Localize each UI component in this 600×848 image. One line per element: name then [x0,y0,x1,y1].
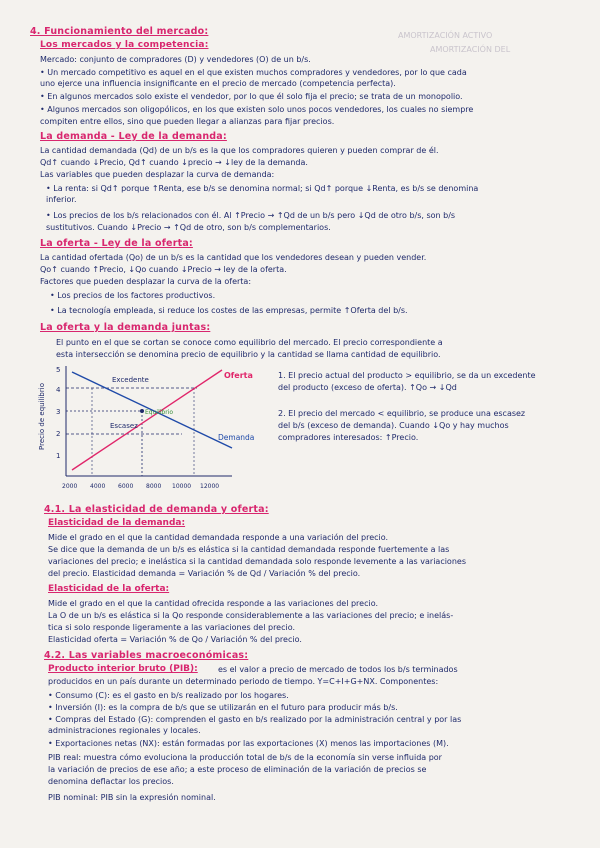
pib-title: Producto interior bruto (PIB): [48,664,198,674]
x-tick: 12000 [200,483,220,490]
escasez-label: Escasez [110,422,138,430]
y-tick: 2 [56,430,61,438]
demand-title: La demanda - Ley de la demanda: [40,131,227,142]
demand-line: Qd↑ cuando ↓Precio, Qd↑ cuando ↓precio → ↓ley de la demanda. [40,158,308,167]
section-4-line: Mercado: conjunto de compradores (D) y vendedores (O) de un b/s. [40,55,311,64]
ed-line: variaciones del precio; e inelástica si la cantidad demandada solo responde levemente a las variaciones [48,557,466,566]
ed-line: Mide el grado en el que la cantidad demandada responde a una variación del precio. [48,533,389,542]
ghost-text-2: AMORTIZACIÓN DEL [430,45,511,54]
pib-line: la variación de precios de ese año; a este proceso de eliminación de la variación de precios se [48,765,427,774]
demand-line: • Los precios de los b/s relacionados con él. Al ↑Precio → ↑Qd de un b/s pero ↓Qd de otro b/s, son b/s [46,211,456,220]
x-tick: 4000 [90,483,106,490]
pib-line: denomina deflactar los precios. [48,777,174,786]
chart-note: compradores interesados: ↑Precio. [278,433,419,442]
chart-note: 1. El precio actual del producto > equilibrio, se da un excedente [278,371,536,380]
oferta-label: Oferta [224,371,253,380]
ed-line: del precio. Elasticidad demanda = Variación % de Qd / Variación % del precio. [48,569,361,578]
ghost-text-1: AMORTIZACIÓN ACTIVO [398,31,493,40]
supply-line: Factores que pueden desplazar la curva de la oferta: [40,277,252,286]
eo-line: tica si solo responde ligeramente a las variaciones del precio. [48,623,296,632]
section-4-title: 4. Funcionamiento del mercado: [30,26,209,37]
demand-line: sustitutivos. Cuando ↓Precio → ↑Qd de otro, son b/s complementarios. [46,223,331,232]
x-tick: 6000 [118,483,134,490]
section-4-line: uno ejerce una influencia insignificante en el precio de mercado (competencia perfecta). [40,79,396,88]
demand-line: • La renta: si Qd↑ porque ↑Renta, ese b/s se denomina normal; si Qd↑ porque ↓Renta, es b/s se denomina [46,184,479,193]
pib-line: • Inversión (I): es la compra de b/s que se utilizarán en el futuro para producir más b/s. [48,703,398,712]
chart-note: del producto (exceso de oferta). ↑Qo → ↓Qd [278,383,457,392]
chart-note: 2. El precio del mercado < equilibrio, se produce una escasez [278,409,526,418]
oferta-curve [72,370,222,470]
supply-line: La cantidad ofertada (Qo) de un b/s es la cantidad que los vendedores desean y pueden vender. [40,253,427,262]
demand-line: La cantidad demandada (Qd) de un b/s es la que los compradores quieren y pueden comprar de él. [40,146,439,155]
section-4-line: • Un mercado competitivo es aquel en el que existen muchos compradores y vendedores, por lo que cada [40,68,467,77]
section-4-subtitle: Los mercados y la competencia: [40,40,209,50]
eo-title: Elasticidad de la oferta: [48,584,170,594]
y-tick: 3 [56,408,61,416]
supply-line: • La tecnología empleada, si reduce los costes de las empresas, permite ↑Oferta del b/s. [50,306,408,315]
supply-line: • Los precios de los factores productivos. [50,291,216,300]
pib-line: PIB nominal: PIB sin la expresión nominal. [48,793,216,802]
equilibrio-label: Equilibrio [145,409,174,416]
x-tick: 2000 [62,483,78,490]
section-4-line: • En algunos mercados solo existe el vendedor, por lo que él solo fija el precio; se trata de un monopolio. [40,92,463,101]
y-tick: 1 [56,452,61,460]
pib-line: producidos en un país durante un determinado periodo de tiempo. Y=C+I+G+NX. Componentes: [48,677,439,686]
chart-note: del b/s (exceso de demanda). Cuando ↓Qo y hay muchos [278,421,509,430]
joint-line: El punto en el que se cortan se conoce como equilibrio del mercado. El precio correspondiente a [56,338,443,347]
y-tick: 5 [56,366,61,374]
x-tick: 10000 [172,483,192,490]
ed-title: Elasticidad de la demanda: [48,518,186,528]
chart-ylabel: Precio de equilibrio [38,383,46,450]
section-42-title: 4.2. Las variables macroeconómicas: [44,650,249,661]
supply-demand-chart [32,358,280,498]
pib-line: PIB real: muestra cómo evoluciona la producción total de b/s de la economía sin verse influida por [48,753,442,762]
pib-line: es el valor a precio de mercado de todos los b/s terminados [218,665,458,674]
excedente-label: Excedente [112,376,149,384]
x-tick: 8000 [146,483,162,490]
pib-line: • Compras del Estado (G): comprenden el gasto en b/s realizado por la administración central y por las [48,715,462,724]
demanda-label: Demanda [218,433,255,442]
section-4-line: compiten entre ellos, sino que pueden llegar a alianzas para fijar precios. [40,117,335,126]
supply-line: Qo↑ cuando ↑Precio, ↓Qo cuando ↓Precio → ley de la oferta. [40,265,287,274]
eo-line: Elasticidad oferta = Variación % de Qo / Variación % del precio. [48,635,302,644]
pib-line: • Exportaciones netas (NX): están formadas por las exportaciones (X) menos las importaciones (M). [48,739,449,748]
section-4-line: • Algunos mercados son oligopólicos, en los que existen solo unos pocos vendedores, los cuales no siempre [40,105,474,114]
section-41-title: 4.1. La elasticidad de demanda y oferta: [44,504,269,515]
pib-line: • Consumo (C): es el gasto en b/s realizado por los hogares. [48,691,289,700]
joint-line: esta intersección se denomina precio de equilibrio y la cantidad se llama cantidad de equilibrio. [56,350,441,359]
ed-line: Se dice que la demanda de un b/s es elástica si la cantidad demandada responde fuertemente a las [48,545,450,554]
supply-title: La oferta - Ley de la oferta: [40,238,193,249]
eo-line: La O de un b/s es elástica si la Qo responde considerablemente a las variaciones del precio; e inelás- [48,611,454,620]
y-tick: 4 [56,386,61,394]
equilibrio-point [140,409,144,413]
demand-line: Las variables que pueden desplazar la curva de demanda: [40,170,275,179]
eo-line: Mide el grado en el que la cantidad ofrecida responde a las variaciones del precio. [48,599,379,608]
joint-title: La oferta y la demanda juntas: [40,322,211,333]
demand-line: inferior. [46,195,77,204]
pib-line: administraciones regionales y locales. [48,726,201,735]
